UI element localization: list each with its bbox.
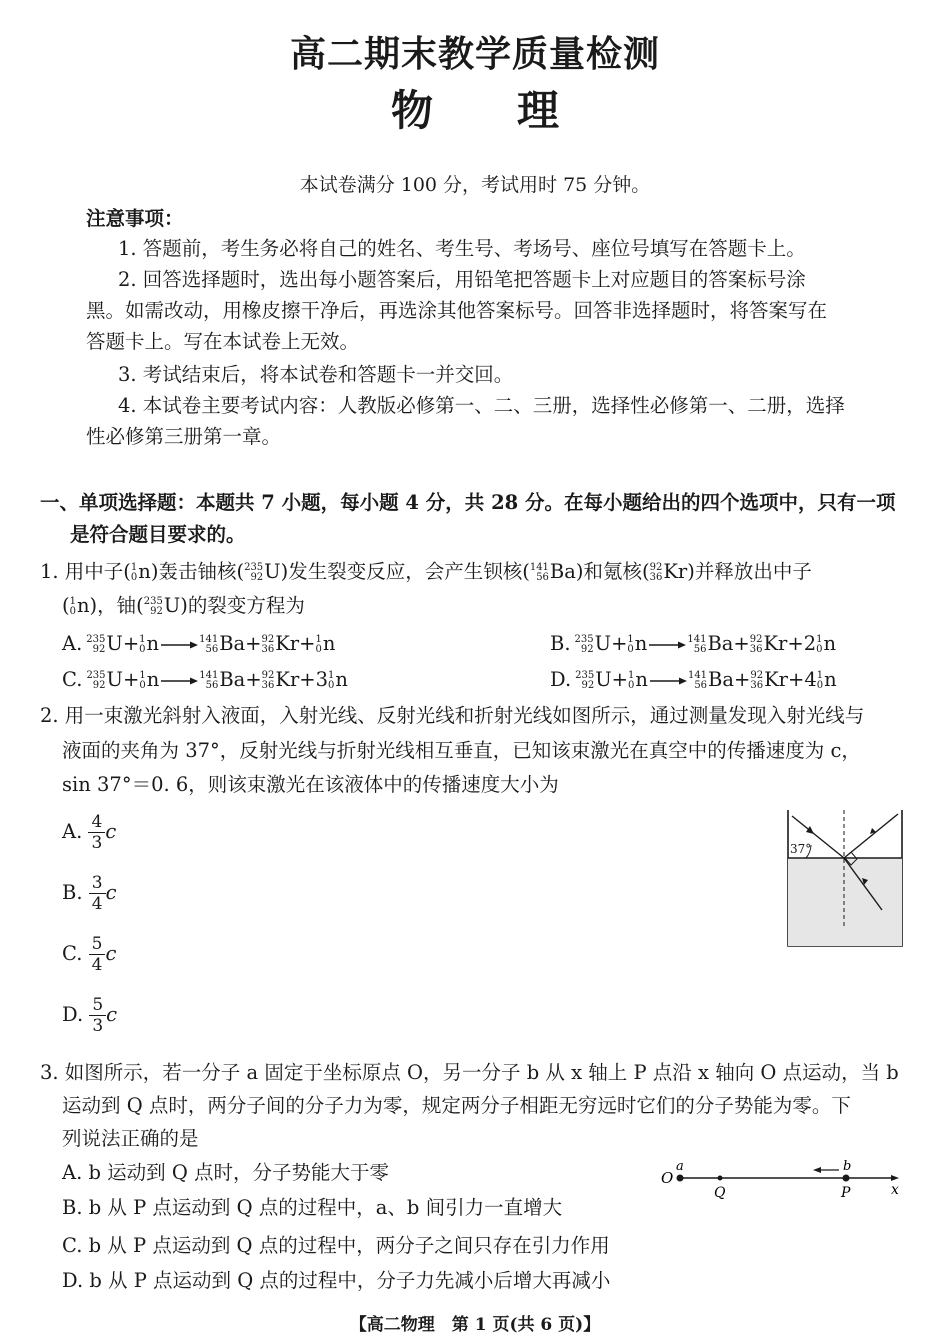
section-heading: 一、单项选择题：本题共 7 小题，每小题 4 分，共 28 分。在每小题给出的四个选项中，只有一项: [40, 491, 896, 514]
label-Q: Q: [714, 1185, 726, 1201]
molecule-axis-diagram: [655, 1158, 905, 1202]
question-3-stem: 运动到 Q 点时，两分子间的分子力为零，规定两分子相距无穷远时它们的分子势能为零。下: [62, 1094, 851, 1117]
question-2-option-c[interactable]: C. $\frac{5}{4}$ c: [62, 934, 117, 975]
notice-item: 4. 本试卷主要考试内容：人教版必修第一、二、三册，选择性必修第一、二册，选择: [118, 394, 845, 417]
question-2-option-d[interactable]: D. $\frac{5}{3}$ c: [62, 995, 118, 1036]
exam-title: 高二期末教学质量检测: [289, 34, 660, 75]
notice-item: 性必修第三册第一章。: [86, 425, 282, 448]
question-3-stem: 列说法正确的是: [62, 1127, 199, 1150]
question-1-stem-cont: ( 1 0 n)，铀( 235 92 U)的裂变方程为: [62, 594, 305, 617]
notice-item: 2. 回答选择题时，选出每小题答案后，用铅笔把答题卡上对应题目的答案标号涂: [118, 268, 806, 291]
notice-item: 1. 答题前，考生务必将自己的姓名、考生号、考场号、座位号填写在答题卡上。: [118, 237, 806, 260]
subject-title: 物 理: [390, 86, 559, 135]
label-P: P: [841, 1185, 851, 1201]
label-x: x: [891, 1182, 899, 1198]
reaction-arrow: [159, 640, 199, 650]
reaction-arrow: [159, 676, 199, 686]
question-3-stem: 3. 如图所示，若一分子 a 固定于坐标原点 O，另一分子 b 从 x 轴上 P 点沿 x 轴向 O 点运动，当 b: [40, 1061, 899, 1084]
reaction-arrow: [647, 640, 687, 650]
question-1-option-d[interactable]: D. 235 92 U+ 1 0 n 141 56 Ba+ 92 36 Kr+4 1 0 n: [550, 668, 837, 691]
reaction-arrow: [648, 676, 688, 686]
question-1-stem: 1. 用中子( 1 0 n)轰击铀核( 235 92 U)发生裂变反应，会产生钡核( 141 56 Ba)和氪核( 92 36 Kr)并释放出中子: [40, 560, 812, 583]
question-2-option-b[interactable]: B. $\frac{3}{4}$ c: [62, 873, 117, 914]
page-footer: 【高二物理 第 1 页(共 6 页)】: [349, 1315, 601, 1335]
notice-title: 注意事项：: [86, 207, 184, 230]
notice-item: 3. 考试结束后，将本试卷和答题卡一并交回。: [118, 363, 514, 386]
question-1-option-b[interactable]: B. 235 92 U+ 1 0 n 141 56 Ba+ 92 36 Kr+2 1 0 n: [550, 632, 837, 655]
question-3-option-d[interactable]: D. b 从 P 点运动到 Q 点的过程中，分子力先减小后增大再减小: [62, 1269, 611, 1292]
section-heading-cont: 是符合题目要求的。: [70, 523, 246, 546]
exam-info: 本试卷满分 100 分，考试用时 75 分钟。: [299, 174, 651, 196]
question-2-option-a[interactable]: A. $\frac{4}{3}$ c: [62, 812, 117, 853]
label-O: O: [661, 1169, 674, 1187]
angle-label: 37°: [790, 842, 812, 856]
question-2-stem: 液面的夹角为 37°，反射光线与折射光线相互垂直，已知该束激光在真空中的传播速度为 c，: [62, 739, 861, 762]
notice-item: 答题卡上。写在本试卷上无效。: [86, 330, 360, 353]
question-3-option-b[interactable]: B. b 从 P 点运动到 Q 点的过程中，a、b 间引力一直增大: [62, 1196, 563, 1219]
notice-item: 黑。如需改动，用橡皮擦干净后，再选涂其他答案标号。回答非选择题时，将答案写在: [86, 299, 828, 322]
label-a: a: [676, 1159, 684, 1174]
question-1-option-a[interactable]: A. 235 92 U+ 1 0 n 141 56 Ba+ 92 36 Kr+ 1 0 n: [62, 632, 336, 655]
question-1-option-c[interactable]: C. 235 92 U+ 1 0 n 141 56 Ba+ 92 36 Kr+3 1 0 n: [62, 668, 348, 691]
refraction-diagram: [786, 808, 904, 948]
question-3-option-c[interactable]: C. b 从 P 点运动到 Q 点的过程中，两分子之间只存在引力作用: [62, 1234, 610, 1257]
question-3-option-a[interactable]: A. b 运动到 Q 点时，分子势能大于零: [62, 1161, 390, 1184]
question-2-stem: 2. 用一束激光斜射入液面，入射光线、反射光线和折射光线如图所示，通过测量发现入射光线与: [40, 704, 865, 727]
label-b: b: [843, 1159, 852, 1174]
question-2-stem: sin 37°＝0. 6，则该束激光在该液体中的传播速度大小为: [62, 773, 559, 796]
